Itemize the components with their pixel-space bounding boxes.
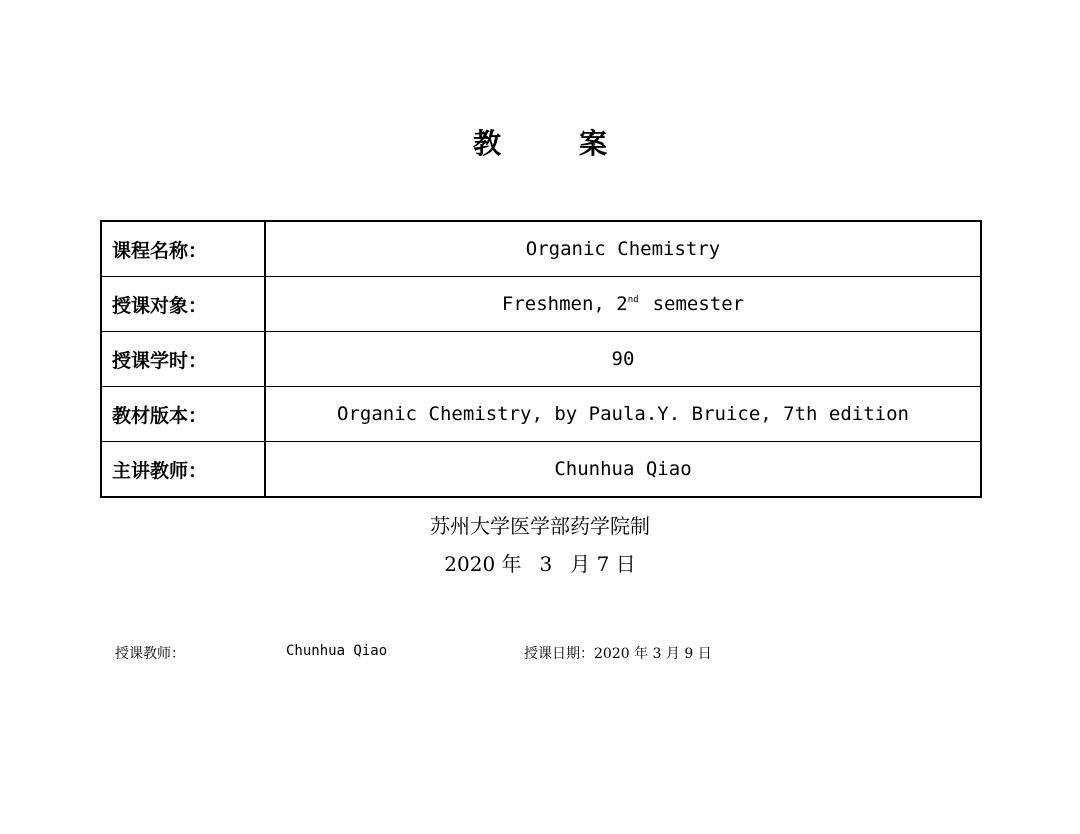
table-row xyxy=(101,442,981,498)
institution-name: 苏州大学医学部药学院制 xyxy=(430,514,650,538)
audience-value-semester: semester xyxy=(652,293,745,315)
date-year-char: 年 xyxy=(501,552,522,576)
table-row xyxy=(101,332,981,387)
hours-label: 授课学时： xyxy=(101,332,265,387)
document-title xyxy=(0,122,1080,162)
table-row xyxy=(101,277,981,332)
audience-value xyxy=(265,277,981,332)
date-year: 2020 xyxy=(444,552,496,576)
title-char-2: 案 xyxy=(579,127,608,160)
hours-value: 90 xyxy=(265,332,981,387)
date-day: 7 xyxy=(596,552,610,576)
title-char-1: 教 xyxy=(472,127,501,160)
ordinal-suffix: nd xyxy=(627,295,639,305)
textbook-label: 教材版本： xyxy=(101,387,265,442)
course-name-label: 课程名称： xyxy=(101,221,265,277)
audience-value-main: Freshmen, 2 xyxy=(501,293,628,315)
footer-lecture-date: 授课日期：2020 年 3 月 9 日 xyxy=(524,646,712,662)
lecturer-label: 主讲教师： xyxy=(101,442,265,498)
date-day-char: 日 xyxy=(615,552,636,576)
course-name-value: Organic Chemistry xyxy=(265,221,981,277)
document-date xyxy=(0,548,1080,577)
table-row xyxy=(101,221,981,277)
textbook-value: Organic Chemistry, by Paula.Y. Bruice, 7th edition xyxy=(265,387,981,442)
table-row xyxy=(101,387,981,442)
course-info-table xyxy=(100,220,982,498)
footer-teacher-label: 授课教师： xyxy=(115,646,185,662)
footer-teacher-name: Chunhua Qiao xyxy=(286,643,388,659)
audience-label: 授课对象： xyxy=(101,277,265,332)
date-month-char: 月 xyxy=(570,552,591,576)
date-month: 3 xyxy=(539,552,553,576)
lecturer-value: Chunhua Qiao xyxy=(265,442,981,498)
